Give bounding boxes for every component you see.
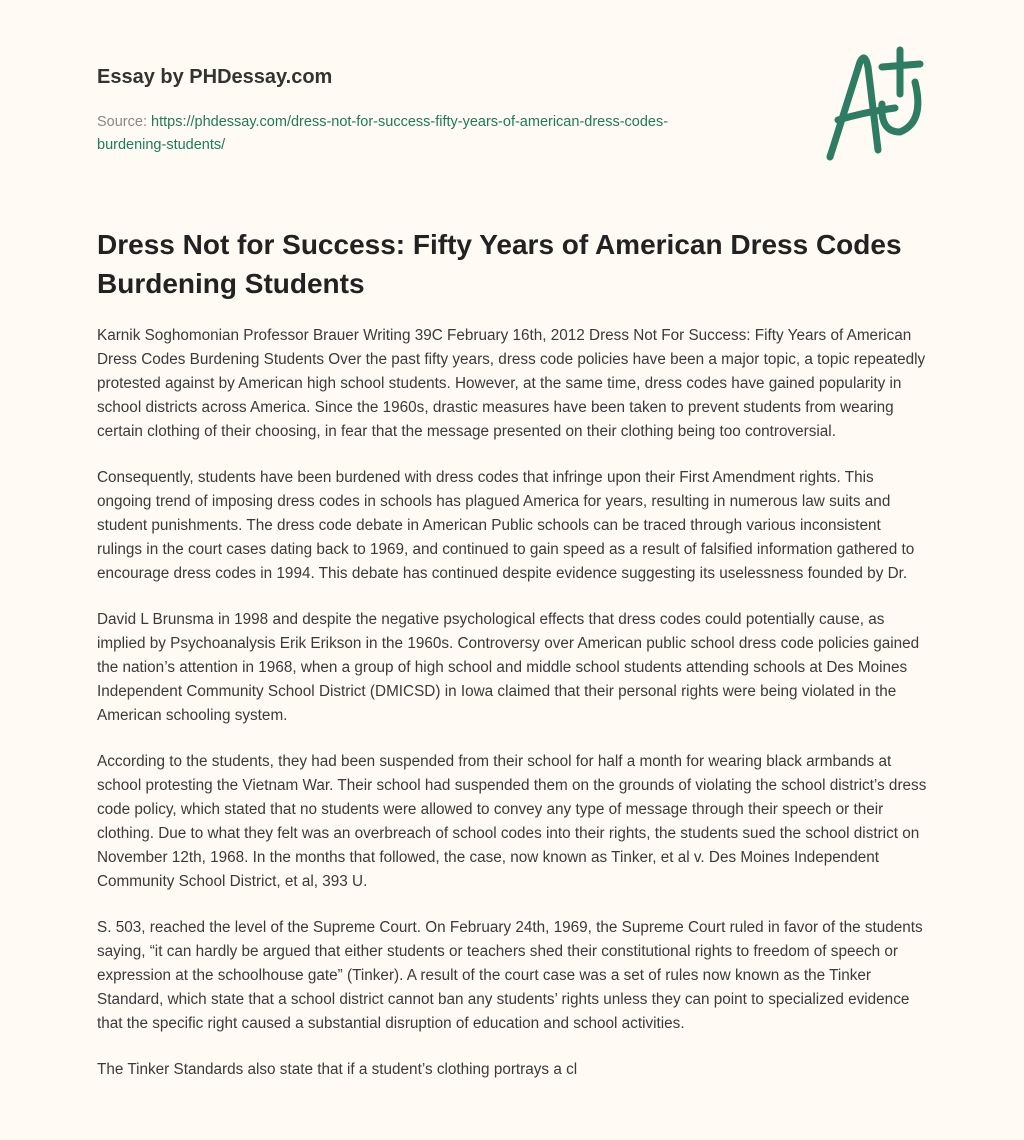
paragraph: According to the students, they had been suspended from their school for half a month for wearing black armbands at school protesting the Vietnam War. Their school had suspended them on the grounds of violating the school district’s dress code policy, which stated that no students were allowed to convey any type of message through their speech or their clothing. Due to what they felt was an overbreach of school codes into their rights, the students sued the school district on November 12th, 1968. In the months that followed, the case, now known as Tinker, et al v. Des Moines Independent Community School District, et al, 393 U.: [97, 753, 927, 890]
article-body: [97, 324, 929, 1104]
a-plus-logo: [820, 42, 930, 167]
paragraph: The Tinker Standards also state that if a student’s clothing portrays a cl: [97, 1061, 578, 1078]
source-line: [97, 111, 737, 157]
paragraph: Karnik Soghomonian Professor Brauer Writing 39C February 16th, 2012 Dress Not For Success: Fifty Years of American Dress Codes Burdening Students Over the past fifty years, dress code policies have been a major topic, a topic repeatedly protested against by American high school students. However, at the same time, dress codes have gained popularity in school districts across America. Since the 1960s, drastic measures have been taken to prevent students from wearing certain clothing of their choosing, in fear that the message presented on their clothing being too controversial.: [97, 327, 926, 440]
paragraph: S. 503, reached the level of the Supreme Court. On February 24th, 1969, the Supreme Court ruled in favor of the students saying, “it can hardly be argued that either students or teachers shed their constitutional rights to freedom of speech or expression at the schoolhouse gate” (Tinker). A result of the court case was a set of rules now known as the Tinker Standard, which state that a school district cannot ban any students’ rights unless they can point to specialized evidence that the specific right caused a substantial disruption of education and school activities.: [97, 919, 923, 1032]
source-link[interactable]: https://phdessay.com/dress-not-for-success-fifty-years-of-american-dress-codes-burdening-students/: [97, 114, 669, 153]
paragraph: Consequently, students have been burdened with dress codes that infringe upon their First Amendment rights. This ongoing trend of imposing dress codes in schools has plagued America for years, resulting in numerous law suits and student punishments. The dress code debate in American Public schools can be traced through various inconsistent rulings in the court cases dating back to 1969, and continued to gain speed as a result of falsified information gathered to encourage dress codes in 1994. This debate has continued despite evidence suggesting its uselessness founded by Dr.: [97, 469, 915, 582]
article-title: Dress Not for Success: Fifty Years of American Dress Codes Burdening Students: [97, 229, 902, 299]
source-label: Source:: [97, 114, 147, 130]
paragraph: David L Brunsma in 1998 and despite the negative psychological effects that dress codes could potentially cause, as implied by Psychoanalysis Erik Erikson in the 1960s. Controversy over American public school dress code policies gained the nation’s attention in 1968, when a group of high school and middle school students attending schools at Des Moines Independent Community School District (DMICSD) in Iowa claimed that their personal rights were being violated in the American schooling system.: [97, 611, 920, 724]
site-title: Essay by PHDessay.com: [97, 66, 333, 88]
